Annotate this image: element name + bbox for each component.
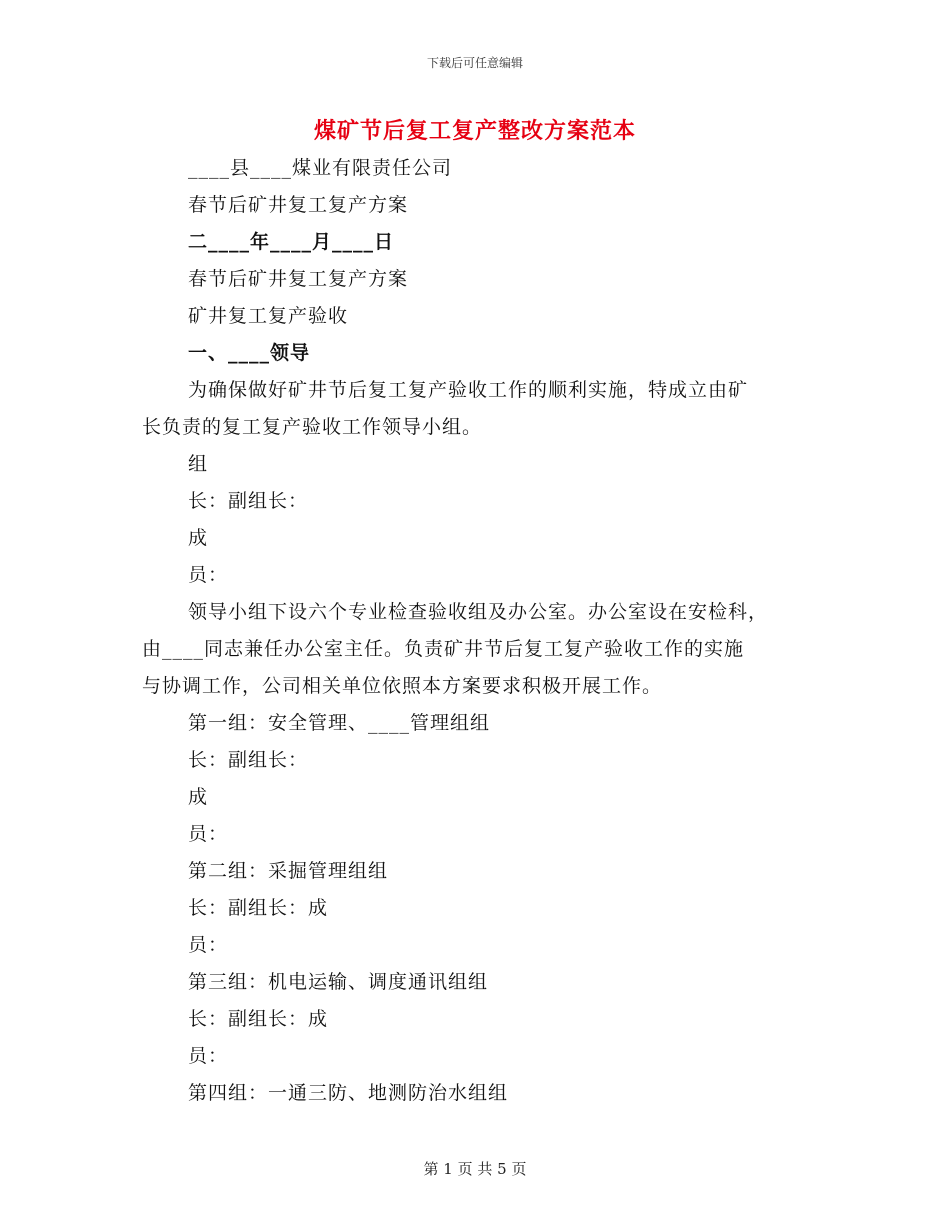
body-line: 长：副组长：成 xyxy=(188,897,329,919)
body-line: 一、____领导 xyxy=(188,342,311,364)
body-line: 第一组：安全管理、____管理组组 xyxy=(188,712,491,734)
body-line: 第二组：采掘管理组组 xyxy=(188,860,389,882)
body-line: 矿井复工复产验收 xyxy=(188,305,349,327)
body-line: 由____同志兼任办公室主任。负责矿井节后复工复产验收工作的实施 xyxy=(142,638,745,660)
body-line: 员： xyxy=(188,564,229,586)
body-line: 二____年____月____日 xyxy=(188,231,395,253)
body-line: 成 xyxy=(188,786,209,808)
body-line: 春节后矿井复工复产方案 xyxy=(188,194,409,216)
body-line: 为确保做好矿井节后复工复产验收工作的顺利实施，特成立由矿 xyxy=(188,379,749,401)
body-line: 长：副组长：成 xyxy=(188,1008,329,1030)
body-line: 员： xyxy=(188,1045,229,1067)
body-line: 成 xyxy=(188,527,209,549)
body-line: 组 xyxy=(188,453,209,475)
body-line: 员： xyxy=(188,934,229,956)
page-header: 下载后可任意编辑 xyxy=(426,56,523,70)
document-body xyxy=(142,150,822,1112)
body-line: 与协调工作，公司相关单位依照本方案要求积极开展工作。 xyxy=(142,675,663,697)
body-line: 员： xyxy=(188,823,229,845)
body-line: 第四组：一通三防、地测防治水组组 xyxy=(188,1082,509,1104)
body-line: 春节后矿井复工复产方案 xyxy=(188,268,409,290)
document-title: 煤矿节后复工复产整改方案范本 xyxy=(313,118,636,144)
page-footer: 第 1 页 共 5 页 xyxy=(423,1160,527,1178)
body-line: 第三组：机电运输、调度通讯组组 xyxy=(188,971,489,993)
body-line: 长：副组长： xyxy=(188,490,309,512)
body-line: 长：副组长： xyxy=(188,749,309,771)
body-line: 长负责的复工复产验收工作领导小组。 xyxy=(142,416,483,438)
body-line: 领导小组下设六个专业检查验收组及办公室。办公室设在安检科， xyxy=(188,601,769,623)
body-line: ____县____煤业有限责任公司 xyxy=(188,157,453,179)
